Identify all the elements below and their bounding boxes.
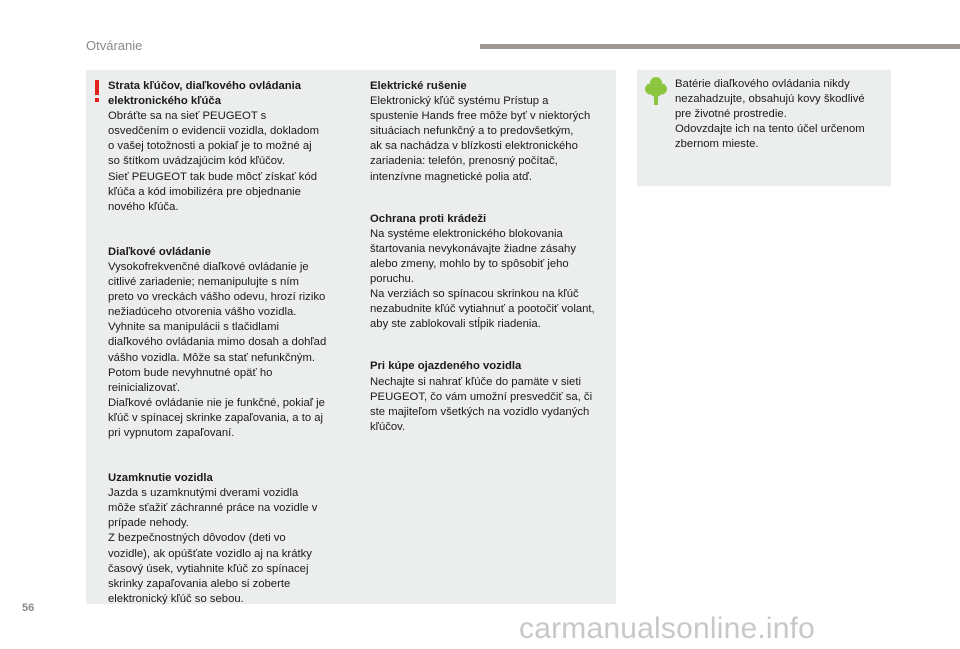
exclamation-icon	[93, 80, 101, 104]
vehicle-locking-heading: Uzamknutie vozidla	[108, 472, 213, 485]
column-middle	[370, 79, 616, 435]
text-line: zariadenia: telefón, prenosný počítač,	[370, 155, 558, 168]
text-line: situáciach nefunkčný a to predovšetkým,	[370, 125, 574, 138]
text-line: vášho vozidla. Môže sa stať nefunkčným.	[108, 351, 316, 364]
text-line: aby ste zablokovali stĺpik riadenia.	[370, 318, 541, 331]
text-line: štartovania nevykonávajte žiadne zásahy	[370, 242, 576, 255]
text-line: poruchu.	[370, 273, 414, 286]
text-line: kľúč v spínacej skrinke zapaľovania, a to aj	[108, 411, 324, 424]
header-bar	[480, 44, 960, 49]
text-line: pri vypnutom zapaľovaní.	[108, 426, 235, 439]
text-line: Vysokofrekvenčné diaľkové ovládanie je	[108, 260, 309, 273]
used-vehicle-heading: Pri kúpe ojazdeného vozidla	[370, 360, 522, 373]
text-line: môže sťažiť záchranné práce na vozidle v	[108, 502, 318, 515]
text-line: Sieť PEUGEOT tak bude môcť získať kód	[108, 170, 318, 183]
text-line: nezabudnite kľúč vytiahnuť a pootočiť volant,	[370, 303, 595, 316]
text-line: citlivé zariadenie; nemanipulujte s ním	[108, 276, 299, 289]
text-line: kľúča a kód imobilizéra pre objednanie	[108, 185, 301, 198]
text-line: nového kľúča.	[108, 200, 179, 213]
remote-control-heading: Diaľkové ovládanie	[108, 245, 211, 258]
text-line: osvedčením o evidencii vozidla, dokladom	[108, 125, 319, 138]
page-header-title: Otváranie	[86, 38, 143, 53]
text-line: zbernom mieste.	[675, 138, 759, 151]
text-line: Vyhnite sa manipulácii s tlačidlami	[108, 321, 279, 334]
text-line: časový úsek, vytiahnite kľúč zo spínacej	[108, 562, 309, 575]
text-line: preto vo vreckách vášho odevu, hrozí riziko	[108, 291, 326, 304]
text-line: Elektronický kľúč systému Prístup a	[370, 95, 549, 108]
text-line: Nechajte si nahrať kľúče do pamäte v sieti	[370, 375, 581, 388]
watermark: carmanualsonline.info	[519, 612, 816, 645]
text-line: o vašej totožnosti a pokiaľ je to možné aj	[108, 140, 312, 153]
text-line: Obráťte sa na sieť PEUGEOT s	[108, 110, 267, 123]
text-line: Odovzdajte ich na tento účel určenom	[675, 123, 865, 136]
text-line: Na verziách so spínacou skrinkou na kľúč	[370, 288, 579, 301]
text-line: ste majiteľom všetkých na vozidlo vydaných	[370, 405, 590, 418]
text-line: alebo zmeny, mohlo by to spôsobiť jeho	[370, 257, 569, 270]
text-line: nezahadzujte, obsahujú kovy škodlivé	[675, 93, 865, 106]
text-line: ak sa nachádza v blízkosti elektronického	[370, 140, 578, 153]
text-line: so štítkom uvádzajúcim kód kľúčov.	[108, 155, 285, 168]
text-line: Z bezpečnostných dôvodov (deti vo	[108, 532, 286, 545]
text-line: Na systéme elektronického blokovania	[370, 227, 563, 240]
electrical-interference-heading: Elektrické rušenie	[370, 80, 467, 92]
text-line: kľúčov.	[370, 420, 406, 433]
lost-keys-heading: Strata kľúčov, diaľkového ovládania	[108, 80, 302, 92]
anti-theft-heading: Ochrana proti krádeži	[370, 212, 487, 225]
text-line: vozidle), ak opúšťate vozidlo aj na krátky	[108, 547, 312, 560]
text-line: spustenie Hands free môže byť v niektorých	[370, 110, 591, 123]
lost-keys-heading-line2: elektronického kľúča	[108, 95, 221, 108]
text-line: prípade nehody.	[108, 517, 189, 530]
text-line: Potom bude nevyhnutné opäť ho	[108, 366, 273, 379]
text-line: skrinky zapaľovania alebo si zoberte	[108, 577, 291, 590]
text-line: pre životné prostredie.	[675, 108, 787, 121]
text-line: Diaľkové ovládanie nie je funkčné, pokiaľ je	[108, 396, 325, 409]
tree-icon	[645, 77, 667, 105]
text-line: diaľkového ovládania mimo dosah a dohľad	[108, 336, 327, 349]
text-line: reinicializovať.	[108, 381, 181, 394]
text-line: elektronický kľúč so sebou.	[108, 592, 244, 605]
text-line: Batérie diaľkového ovládania nikdy	[675, 78, 850, 90]
environment-note	[675, 77, 885, 152]
text-line: PEUGEOT, čo vám umožní presvedčiť sa, či	[370, 390, 593, 403]
text-line: Jazda s uzamknutými dverami vozidla	[108, 487, 299, 500]
page-number: 56	[22, 602, 35, 614]
column-left	[108, 79, 348, 607]
text-line: nežiadúceho otvorenia vášho vozidla.	[108, 306, 297, 319]
text-line: intenzívne magnetické polia atď.	[370, 170, 533, 183]
